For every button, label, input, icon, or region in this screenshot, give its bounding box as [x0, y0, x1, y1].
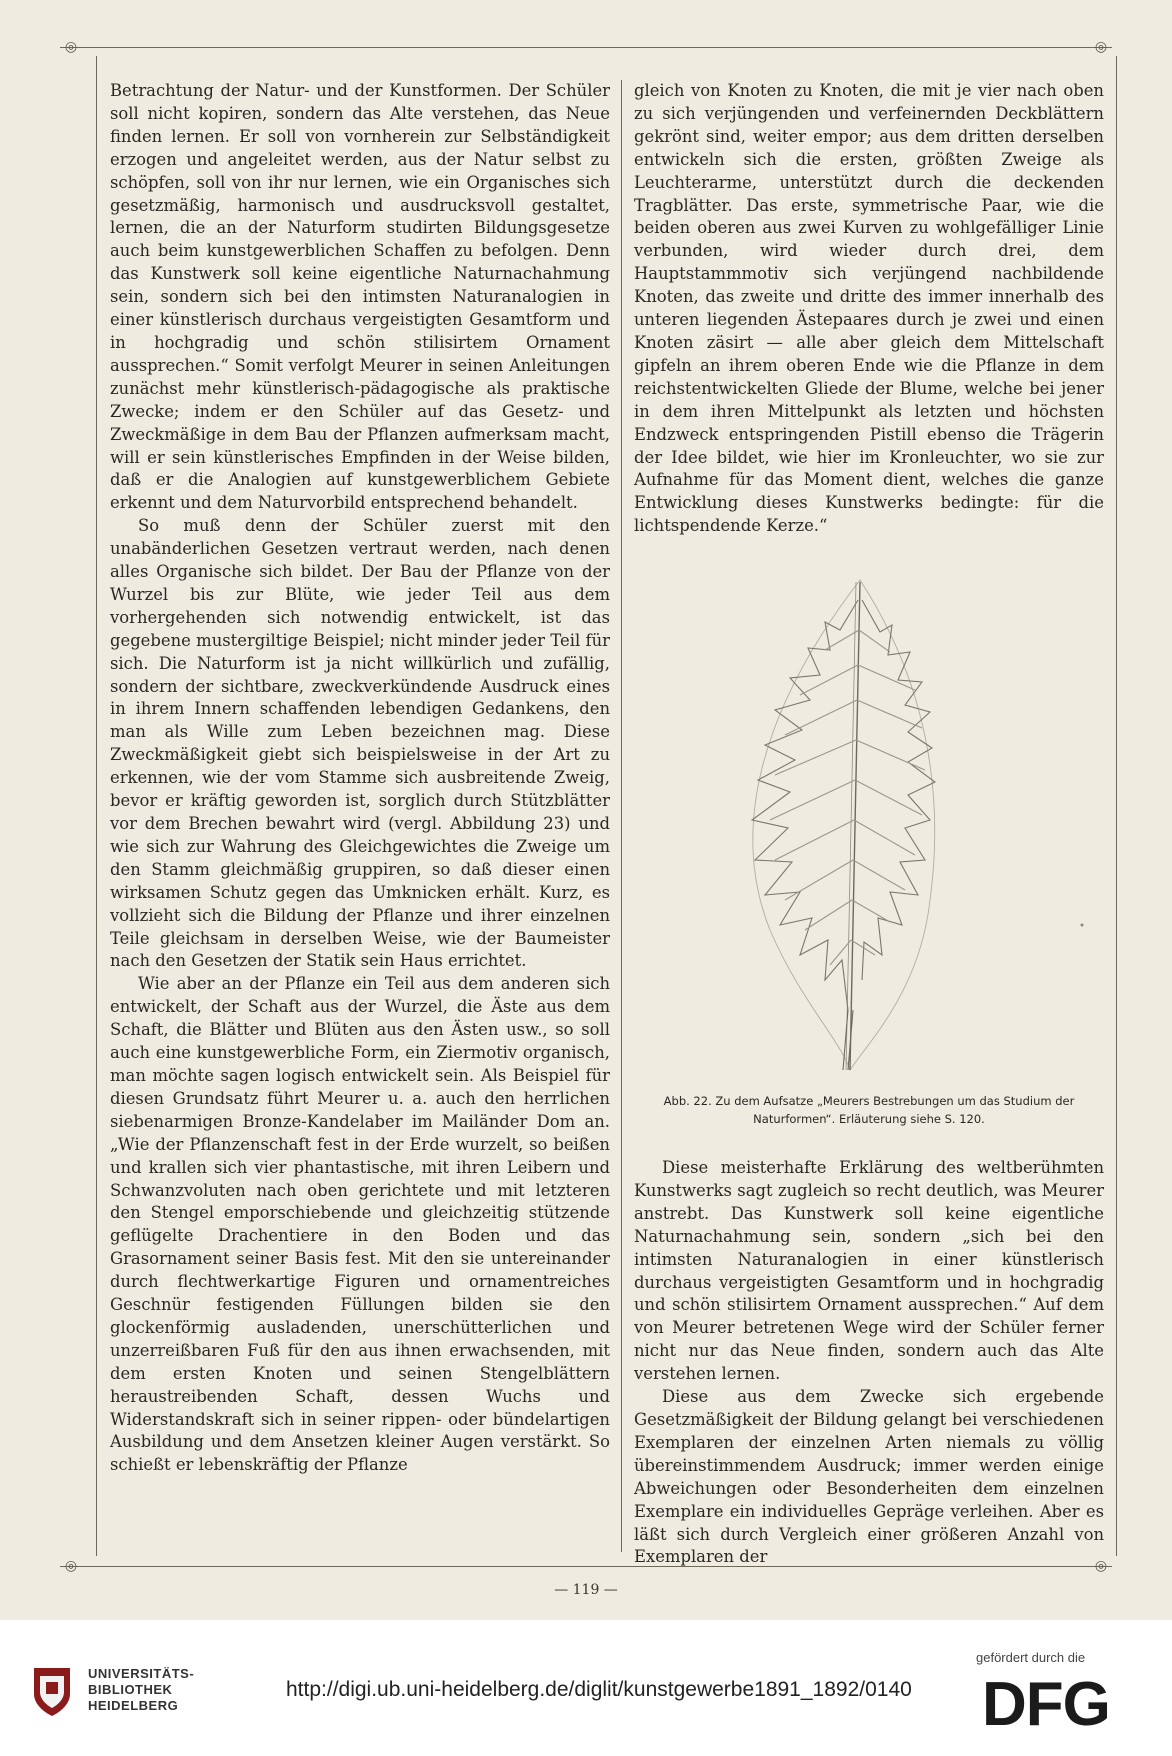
paragraph: gleich von Knoten zu Knoten, die mit je vier nach oben zu sich verjüngenden und verfeinernden Deckblättern gekrönt sind, weiter empor; aus dem dritten derselben entwickeln sich die ersten, größten Zweige als Leuchterarme, unterstützt durch die deckenden Tragblätter. Das erste, symmetrische Paar, wie die beiden oberen aus zwei Kurven zu wohlgefälliger Linie verbunden, wird wieder durch drei, dem Hauptstammmotiv sich verjüngend nachbildende Knoten, das zweite und dritte des immer innerhalb des unteren liegenden Ästepaares durch je zwei und einen Knoten zäsirt — alle aber gleich dem Mittelschaft gipfeln an ihrem oberen Ende wie die Pflanze in dem reichstentwickelten Gliede der Blume, welche bei jener in dem ihren Mittelpunkt als letzten und höchsten Endzweck entspringenden Pistill ebenso die Trägerin der Idee bildet, wie hier im Kronleuchter, wo sie zur Aufnahme für das Moment dient, welches die ganze Entwicklung dieses Kunstwerks bedingte: für die lichtspendende Kerze.“: [634, 81, 1104, 536]
institution-line: BIBLIOTHEK: [88, 1682, 173, 1697]
text-column-right-bottom: [634, 1157, 1104, 1569]
corner-ornament-bottom-right: ◎: [1094, 1558, 1108, 1574]
frame-top-line: [60, 47, 1112, 48]
institution-line: UNIVERSITÄTS-: [88, 1666, 195, 1681]
paragraph: Diese aus dem Zwecke sich ergebende Gesetzmäßigkeit der Bildung gelangt bei verschiedenen Exemplaren der einzelnen Arten niemals zu völlig übereinstimmendem Ausdruck; immer werden einige Abweichungen oder Besonderheiten dem einzelnen Exemplare ein individuelles Gepräge verleihen. Aber es läßt sich durch Vergleich einer größeren Anzahl von Exemplaren der: [634, 1387, 1104, 1567]
column-divider: [621, 80, 622, 1552]
corner-ornament-bottom-left: ◎: [64, 1558, 78, 1574]
figure-caption: Abb. 22. Zu dem Aufsatze „Meurers Bestrebungen um das Studium der Naturformen“. Erläuterung siehe S. 120.: [663, 1094, 1075, 1126]
paragraph: Betrachtung der Natur- und der Kunstformen. Der Schüler soll nicht kopiren, sondern das Alte verstehen, das Neue finden lernen. Er soll von vornherein zur Selbständigkeit erzogen und angeleitet werden, aus der Natur selbst zu schöpfen, soll von ihr nur lernen, wie ein Organisches sich gesetzmäßig, harmonisch und ausdrucksvoll gestaltet, lernen, die an der Naturform studirten Bildungsgesetze auch beim kunstgewerblichen Schaffen zu befolgen. Denn das Kunstwerk soll keine eigentliche Naturnachahmung sein, sondern sich bei den intimsten Naturanalogien in einer künstlerisch durchaus vergeistigten Gesamtform und in hochgradig und schön stilisirtem Ornament aussprechen.“ Somit verfolgt Meurer in seinen Anleitungen zunächst mehr künstlerisch-pädagogische als praktische Zwecke; indem er den Schüler auf das Gesetz- und Zweckmäßige in dem Bau der Pflanzen aufmerksam macht, will er sein künstlerisches Empfinden in der Weise bilden, daß er die Analogien auf kunstgewerblichem Gebiete erkennt und dem Naturvorbild entsprechend behandelt.: [110, 81, 610, 513]
leaf-drawing-figure: [730, 570, 1100, 1080]
paragraph: Wie aber an der Pflanze ein Teil aus dem anderen sich entwickelt, der Schaft aus der Wurzel, die Äste aus dem Schaft, die Blätter und Blüten aus den Ästen usw., so soll auch eine kunstgewerbliche Form, ein Ziermotiv organisch, man möchte sagen logisch entwickelt sein. Als Beispiel für diesen Grundsatz führt Meurer u. a. auch den herrlichen siebenarmigen Bronze-Kandelaber im Mailänder Dom an. „Wie der Pflanzenschaft fest in der Erde wurzelt, so beißen und krallen sich vier phantastische, mit ihren Leibern und Schwanzvoluten nach oben gerichtete und mit letzteren den Stengel emporschiebende und gleichzeitig stützende geflügelte Drachentiere in den Boden und das Grasornament seiner Basis fest. Mit den sie untereinander durch flechtwerkartige Figuren und ornamentreiches Geschnür festigenden Füllungen bilden sie den glockenförmig ausladenden, unerschütterlichen und unzerreißbaren Fuß für den aus ihnen erwachsenden, mit dem ersten Knoten und seinen Stengelblättern heraustreibenden Schaft, dessen Wuchs und Widerstandskraft sich in seiner rippen- oder bündelartigen Ausbildung und dem Ansetzen kleiner Augen verstärkt. So schießt er lebenskräftig der Pflanze: [110, 974, 610, 1475]
paragraph: Diese meisterhafte Erklärung des weltberühmten Kunstwerks sagt zugleich so recht deutlich, was Meurer anstrebt. Das Kunstwerk soll keine eigentliche Naturnachahmung sein, sondern „sich bei den intimsten Naturanalogien in einer künstlerisch durchaus vergeistigten Gesamtform und in hochgradig und schön stilisirtem Ornament aussprechen.“ Auf dem von Meurer betretenen Wege wird der Schüler ferner nicht nur das Neue finden, sondern auch das Alte verstehen lernen.: [634, 1158, 1104, 1384]
frame-right-line: [1116, 56, 1117, 1556]
funding-note: gefördert durch die: [976, 1650, 1086, 1665]
corner-ornament-top-left: ◎: [64, 39, 78, 55]
university-seal-icon: [30, 1664, 74, 1718]
institution-line: HEIDELBERG: [88, 1698, 179, 1713]
leaf-left-lobes: [752, 600, 858, 1010]
page-number: — 119 —: [554, 1582, 618, 1598]
digitization-footer: [0, 1620, 1172, 1756]
institution-name: [88, 1666, 194, 1714]
speck: [1081, 924, 1084, 927]
leaf-midrib: [850, 582, 860, 1070]
paragraph: So muß denn der Schüler zuerst mit den unabänderlichen Gesetzen vertraut werden, nach denen alles Organische sich bildet. Der Bau der Pflanze von der Wurzel bis zur Blüte, wie jeder Teil aus dem vorhergehenden sich notwendig entwickelt, ist das gegebene mustergiltige Beispiel; nicht minder jeder Teil für sich. Die Naturform ist ja nicht willkürlich und zufällig, sondern der sichtbare, zweckverkündende Ausdruck eines in ihrem Innern schaffenden lebendigen Gedankens, den man als Wille zum Leben bezeichnen mag. Diese Zweckmäßigkeit giebt sich beispielsweise in der Art zu erkennen, wie der vom Stamme sich ausbreitende Zweig, bevor er kräftig geworden ist, sorglich durch Stützblätter vor dem Brechen bewahrt wird (vergl. Abbildung 23) und wie sich zur Wahrung des Gleichgewichtes die Zweige um den Stamm gleichmäßig gruppiren, so daß dieser einen wirksamen Schutz gegen das Umknicken erhält. Kurz, es vollzieht sich die Bildung der Pflanze und ihrer einzelnen Teile gleichsam in derselben Weise, wie der Baumeister nach den Gesetzen der Statik sein Haus errichtet.: [110, 516, 610, 971]
text-column-left: [110, 80, 610, 1477]
source-url-link[interactable]: http://digi.ub.uni-heidelberg.de/diglit/kunstgewerbe1891_1892/0140: [286, 1678, 912, 1701]
frame-left-line: [96, 56, 97, 1556]
leaf-right-lobes: [862, 600, 935, 980]
text-column-right-top: [634, 80, 1104, 538]
corner-ornament-top-right: ◎: [1094, 39, 1108, 55]
dfg-logo: DFG: [982, 1670, 1110, 1739]
